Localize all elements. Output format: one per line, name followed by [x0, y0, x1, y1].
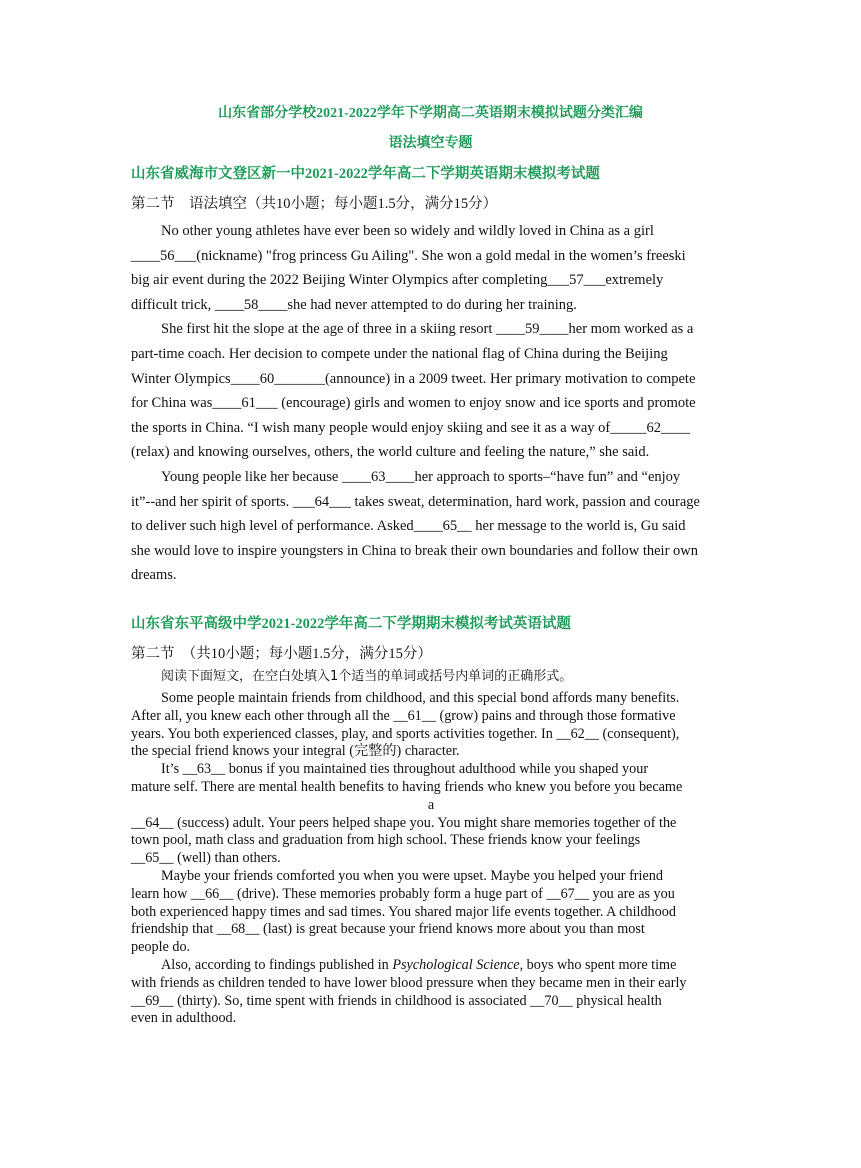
passage-line: friendship that __68__ (last) is great because your friend knows more about you than most	[131, 921, 645, 938]
passage-line: it”--and her spirit of sports. ___64___ takes sweat, determination, hard work, passion and courage	[131, 493, 700, 510]
passage-line: difficult trick, ____58____she had never attempted to do during her training.	[131, 296, 577, 313]
passage-line: __64__ (success) adult. Your peers helped shape you. You might share memories together of the	[131, 814, 677, 831]
passage-line: even in adulthood.	[131, 1010, 237, 1027]
passage-text: , boys who spent more time	[519, 956, 677, 973]
passage-line: both experienced happy times and sad times. You shared major life events together. A childhood	[131, 903, 676, 920]
passage-line: to deliver such high level of performance. Asked____65__ her message to the world is, Gu said	[131, 518, 686, 535]
section2-subheading: 第二节 （共10小题；每小题1.5分，满分15分）	[131, 646, 432, 662]
passage-line: Young people like her because ____63____her approach to sports–“have fun” and “enjoy	[161, 468, 681, 485]
passage-line: mature self. There are mental health benefits to having friends who knew you before you became	[131, 778, 683, 795]
section1-subheading: 第二节 语法填空（共10小题；每小题1.5分，满分15分）	[131, 196, 498, 212]
passage-line: the sports in China. “I wish many people would enjoy skiing and see it as a way of_____62____	[131, 419, 690, 436]
passage-line: She first hit the slope at the age of three in a skiing resort ____59____her mom worked as a	[161, 321, 694, 338]
section1-passage	[131, 219, 731, 588]
passage-line: town pool, math class and graduation from high school. These friends know your feelings	[131, 832, 641, 849]
document-title: 山东省部分学校2021-2022学年下学期高二英语期末模拟试题分类汇编	[218, 106, 643, 121]
section1-heading: 山东省威海市文登区新一中2021-2022学年高二下学期英语期末模拟考试题	[131, 166, 600, 182]
passage-line: she would love to inspire youngsters in China to break their own boundaries and follow their own	[131, 542, 699, 559]
passage-line: people do.	[131, 939, 191, 956]
passage-line	[131, 957, 731, 975]
passage-line: the special friend knows your integral (完整的) character.	[131, 743, 460, 760]
passage-line: with friends as children tended to have lower blood pressure when they became men in their early	[131, 974, 687, 991]
passage-line: dreams.	[131, 567, 177, 584]
passage-line: years. You both experienced classes, play, and sports activities together. In __62__ (consequent),	[131, 725, 680, 742]
passage-line: for China was____61___ (encourage) girls and women to enjoy snow and ice sports and promote	[131, 395, 696, 412]
passage-line: Winter Olympics____60_______(announce) in a 2009 tweet. Her primary motivation to compete	[131, 370, 696, 387]
passage-line: No other young athletes have ever been so widely and wildly loved in China as a girl	[161, 223, 654, 239]
section2-passage	[131, 690, 731, 1028]
passage-text: Also, according to findings published in	[161, 956, 393, 973]
passage-line: big air event during the 2022 Beijing Winter Olympics after completing___57___extremely	[131, 272, 664, 289]
passage-line: Maybe your friends comforted you when you were upset. Maybe you helped your friend	[161, 867, 663, 884]
passage-line: It’s __63__ bonus if you maintained ties throughout adulthood while you shaped your	[161, 761, 649, 778]
passage-line: learn how __66__ (drive). These memories probably form a huge part of __67__ you are as you	[131, 885, 675, 902]
document-subtitle: 语法填空专题	[388, 136, 473, 151]
passage-line: (relax) and knowing ourselves, others, the world culture and feeling the nature,” she said.	[131, 444, 650, 461]
passage-line: a	[427, 796, 435, 813]
passage-line: part-time coach. Her decision to compete under the national flag of China during the Beijing	[131, 345, 668, 362]
passage-line: ____56___(nickname) "frog princess Gu Ailing". She won a gold medal in the women’s freeski	[131, 247, 686, 264]
section2-heading: 山东省东平高级中学2021-2022学年高二下学期期末模拟考试英语试题	[131, 616, 571, 632]
passage-line: After all, you knew each other through all the __61__ (grow) pains and through those formative	[131, 707, 676, 724]
passage-line: __65__ (well) than others.	[131, 850, 281, 867]
section2-instruction: 阅读下面短文，在空白处填入1个适当的单词或括号内单词的正确形式。	[161, 669, 573, 684]
passage-line: Some people maintain friends from childhood, and this special bond affords many benefits.	[161, 690, 680, 706]
passage-line: __69__ (thirty). So, time spent with friends in childhood is associated __70__ physical health	[131, 992, 662, 1009]
journal-name: Psychological Science	[392, 956, 520, 973]
